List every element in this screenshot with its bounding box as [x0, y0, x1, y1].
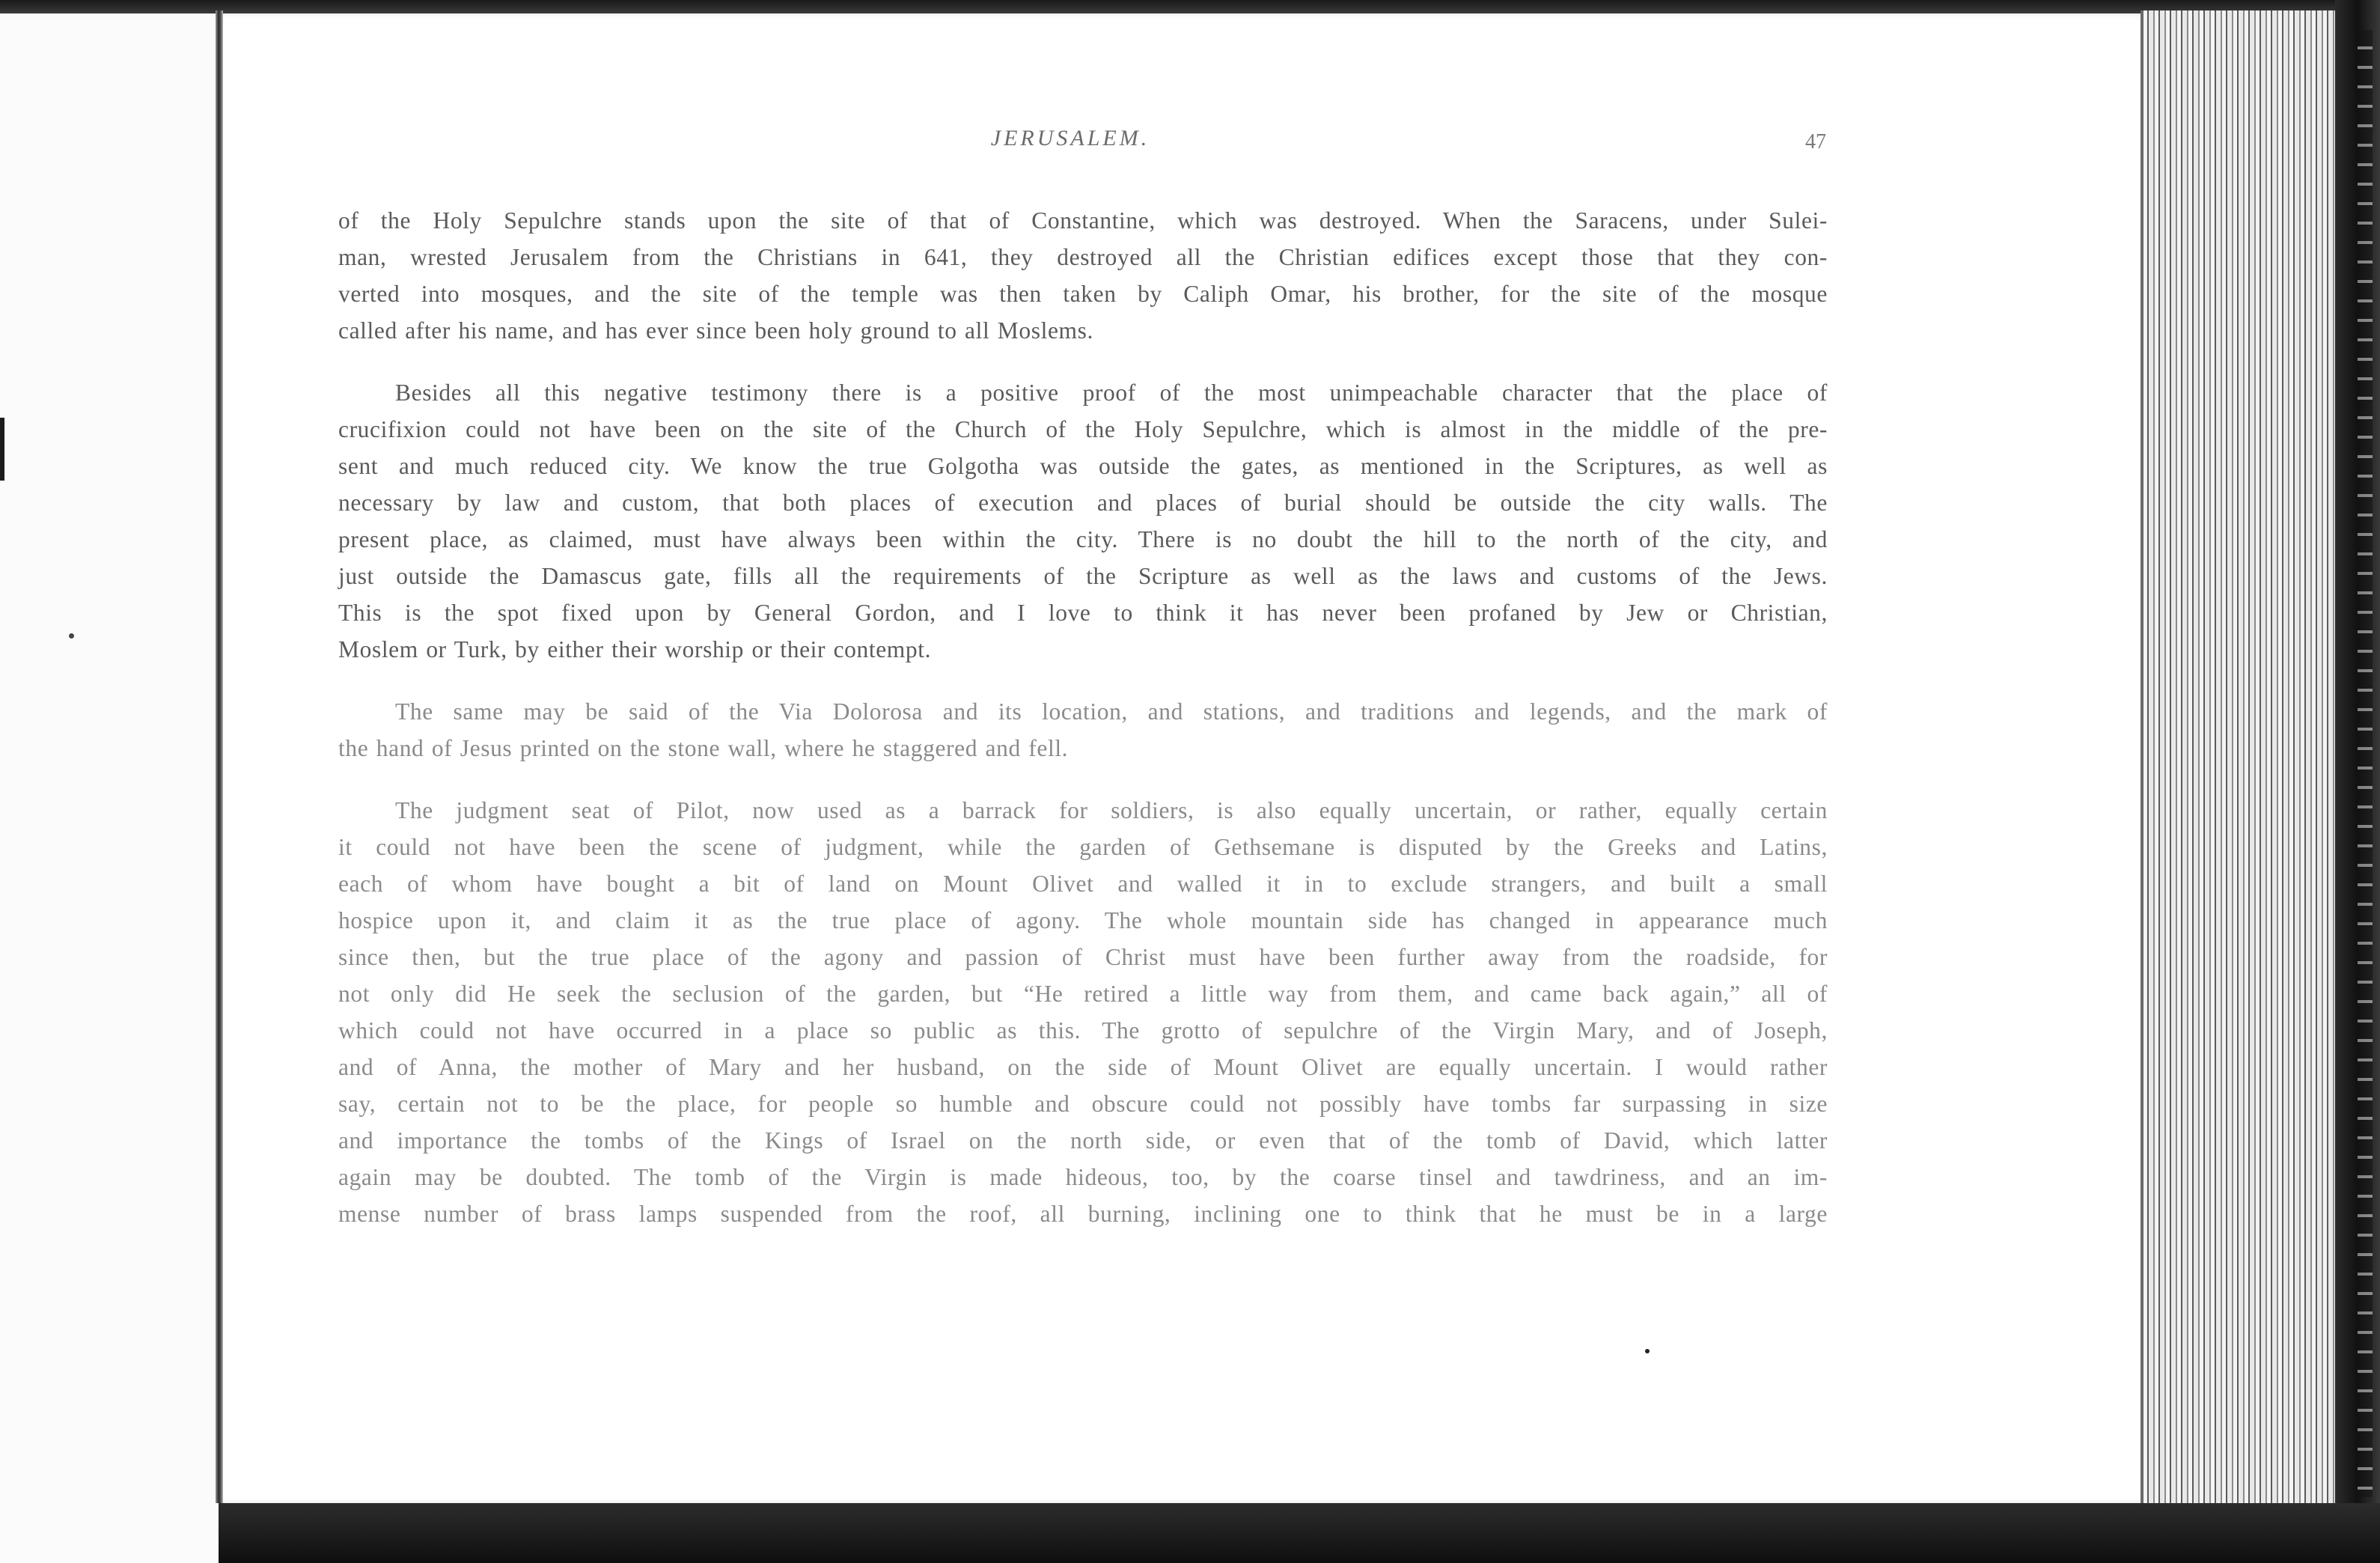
text-line: The same may be said of the Via Dolorosa and its location, and stations, and traditions and legends, and the mark of: [395, 698, 1828, 725]
paragraph-2: [338, 374, 1828, 668]
cover-texture: [2358, 30, 2373, 1497]
text-line: and of Anna, the mother of Mary and her husband, on the side of Mount Olivet are equally uncertain. I would rather: [338, 1054, 1828, 1080]
text-line: man, wrested Jerusalem from the Christians in 641, they destroyed all the Christian edifices except those that they con-: [338, 244, 1828, 270]
text-line: present place, as claimed, must have always been within the city. There is no doubt the hill to the north of the city, and: [338, 526, 1828, 552]
left-facing-page: [0, 13, 219, 1563]
text-line: crucifixion could not have been on the site of the Church of the Holy Sepulchre, which is almost in the middle of the pre-: [338, 416, 1828, 442]
text-line: since then, but the true place of the agony and passion of Christ must have been further away from the roadside, for: [338, 944, 1828, 970]
text-line: it could not have been the scene of judgment, while the garden of Gethsemane is disputed by the Greeks and Latins,: [338, 834, 1828, 860]
text-line: and importance the tombs of the Kings of Israel on the north side, or even that of the tomb of David, which latter: [338, 1127, 1828, 1154]
text-line: sent and much reduced city. We know the true Golgotha was outside the gates, as mentioned in the Scriptures, as well as: [338, 453, 1828, 479]
page-edges-block: [2141, 10, 2338, 1503]
page-number: 47: [1805, 130, 1826, 153]
paragraph-4: [338, 792, 1828, 1232]
text-line: not only did He seek the seclusion of the garden, but “He retired a little way from them, and came back again,” all of: [338, 981, 1828, 1007]
text-line: again may be doubted. The tomb of the Virgin is made hideous, too, by the coarse tinsel and tawdriness, and an im-: [338, 1164, 1828, 1190]
text-line: the hand of Jesus printed on the stone wall, where he staggered and fell.: [338, 735, 1069, 761]
running-head: JERUSALEM.: [990, 126, 1150, 150]
text-line: necessary by law and custom, that both places of execution and places of burial should be outside the city walls. The: [338, 490, 1828, 516]
text-line: called after his name, and has ever since been holy ground to all Moslems.: [338, 317, 1093, 344]
left-page-speck: [69, 633, 74, 639]
text-line: of the Holy Sepulchre stands upon the site of that of Constantine, which was destroyed. When the Saracens, under Sulei-: [338, 207, 1828, 234]
text-line: which could not have occurred in a place so public as this. The grotto of sepulchre of the Virgin Mary, and of Joseph,: [338, 1017, 1828, 1043]
text-line: hospice upon it, and claim it as the true place of agony. The whole mountain side has changed in appearance much: [338, 907, 1828, 933]
text-line: mense number of brass lamps suspended from the roof, all burning, inclining one to think that he must be in a large: [338, 1201, 1828, 1227]
text-line: each of whom have bought a bit of land on Mount Olivet and walled it in to exclude strangers, and built a small: [338, 871, 1828, 897]
text-line: Besides all this negative testimony there is a positive proof of the most unimpeachable character that the place of: [395, 380, 1828, 406]
text-line: This is the spot fixed upon by General Gordon, and I love to think it has never been profaned by Jew or Christian,: [338, 600, 1828, 626]
text-line: verted into mosques, and the site of the temple was then taken by Caliph Omar, his brother, for the site of the mosque: [338, 281, 1828, 307]
page-speck: [1645, 1349, 1650, 1353]
text-line: just outside the Damascus gate, fills all the requirements of the Scripture as well as the laws and customs of the Jews.: [338, 563, 1828, 589]
text-line: Moslem or Turk, by either their worship or their contempt.: [338, 636, 932, 662]
text-line: say, certain not to be the place, for people so humble and obscure could not possibly have tombs far surpassing in size: [338, 1091, 1828, 1117]
body-text: [338, 202, 1828, 1258]
top-shadow-edge: [0, 0, 2380, 13]
left-edge-mark: [0, 418, 4, 481]
text-line: The judgment seat of Pilot, now used as a barrack for soldiers, is also equally uncertain, or rather, equally certain: [395, 797, 1828, 823]
gutter-shadow: [216, 10, 223, 1503]
paragraph-1: [338, 202, 1828, 349]
paragraph-3: [338, 693, 1828, 767]
bottom-shadow-edge: [219, 1503, 2380, 1563]
